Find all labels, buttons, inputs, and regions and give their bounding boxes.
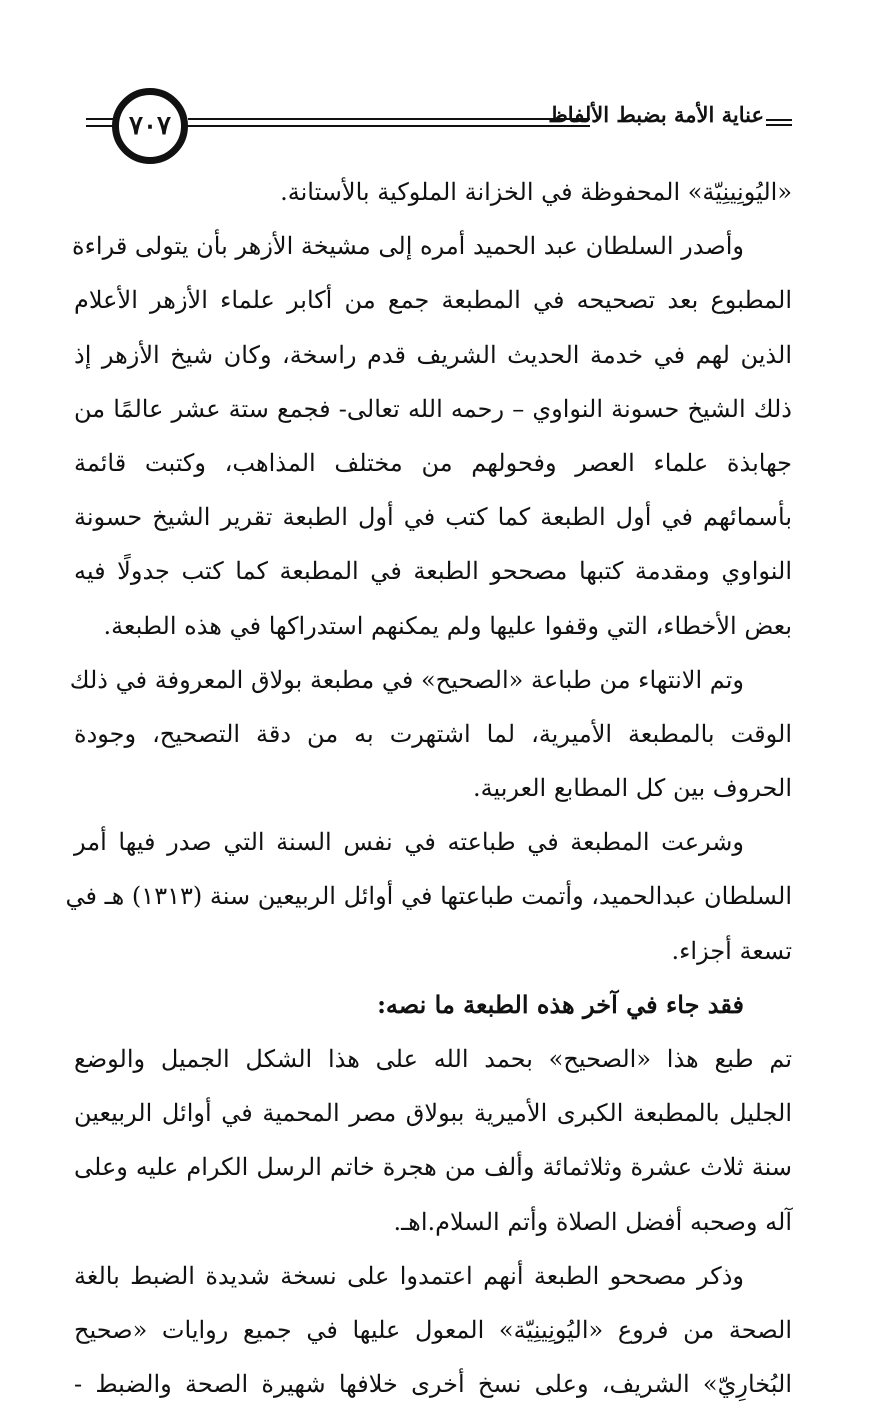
running-title: عناية الأمة بضبط الألفاظ <box>548 102 764 127</box>
text-line: وذكر مصححو الطبعة أنهم اعتمدوا على نسخة شديدة الضبط بالغة <box>74 1261 744 1290</box>
text-line: وشرعت المطبعة في طباعته في نفس السنة التي صدر فيها أمر <box>74 828 745 857</box>
text-line: «اليُونِينِيّة» المحفوظة في الخزانة الملوكية بالأستانة. <box>280 178 792 206</box>
header-rule-middle <box>188 118 590 127</box>
text-line: السلطان عبدالحميد، وأتمت طباعتها في أوائل الربيعين سنة (١٣١٣) هـ في <box>65 882 792 911</box>
text-line: الوقت بالمطبعة الأميرية، لما اشتهرت به من دقة التصحيح، وجودة <box>74 719 792 748</box>
text-line: المطبوع بعد تصحيحه في المطبعة جمع من أكابر علماء الأزهر الأعلام <box>74 286 792 315</box>
text-line: ذلك الشيخ حسونة النواوي – رحمه الله تعالى- فجمع ستة عشر عالمًا من <box>74 394 792 423</box>
text-line: وأصدر السلطان عبد الحميد أمره إلى مشيخة الأزهر بأن يتولى قراءة <box>72 232 744 261</box>
text-line: سنة ثلاث عشرة وثلاثمائة وألف من هجرة خاتم الرسل الكرام عليه وعلى <box>74 1153 792 1182</box>
text-line: الجليل بالمطبعة الكبرى الأميرية ببولاق مصر المحمية في أوائل الربيعين <box>74 1099 792 1128</box>
page-header <box>72 88 794 168</box>
text-line: بأسمائهم في أول الطبعة كما كتب في أول الطبعة تقرير الشيخ حسونة <box>74 503 792 532</box>
text-line: الذين لهم في خدمة الحديث الشريف قدم راسخة، وكان شيخ الأزهر إذ <box>74 340 792 369</box>
text-line: فقد جاء في آخر هذه الطبعة ما نصه: <box>377 989 744 1019</box>
page-number: ٧٠٧ <box>129 111 171 141</box>
text-line: النواوي ومقدمة كتبها مصححو الطبعة في المطبعة كما كتب جدولًا فيه <box>74 557 792 586</box>
page-body <box>65 165 793 1411</box>
text-line: آله وصحبه أفضل الصلاة وأتم السلام.اهـ. <box>393 1207 792 1236</box>
text-line: البُخارِيّ» الشريف، وعلى نسخ أخرى خلافها شهيرة الصحة والضبط - <box>74 1370 792 1399</box>
text-line: وتم الانتهاء من طباعة «الصحيح» في مطبعة بولاق المعروفة في ذلك <box>69 665 744 694</box>
text-line: تم طبع هذا «الصحيح» بحمد الله على هذا الشكل الجميل والوضع <box>74 1045 793 1073</box>
page-number-badge <box>112 88 188 164</box>
text-line: جهابذة علماء العصر وفحولهم من مختلف المذاهب، وكتبت قائمة <box>74 448 792 477</box>
text-line: الحروف بين كل المطابع العربية. <box>472 774 792 803</box>
text-line: بعض الأخطاء، التي وقفوا عليها ولم يمكنهم استدراكها في هذه الطبعة. <box>103 611 792 640</box>
header-rule-right <box>766 119 792 126</box>
text-line: تسعة أجزاء. <box>671 936 792 965</box>
text-line: الصحة من فروع «اليُونِينِيّة» المعول عليها في جميع روايات «صحيح <box>74 1315 792 1344</box>
